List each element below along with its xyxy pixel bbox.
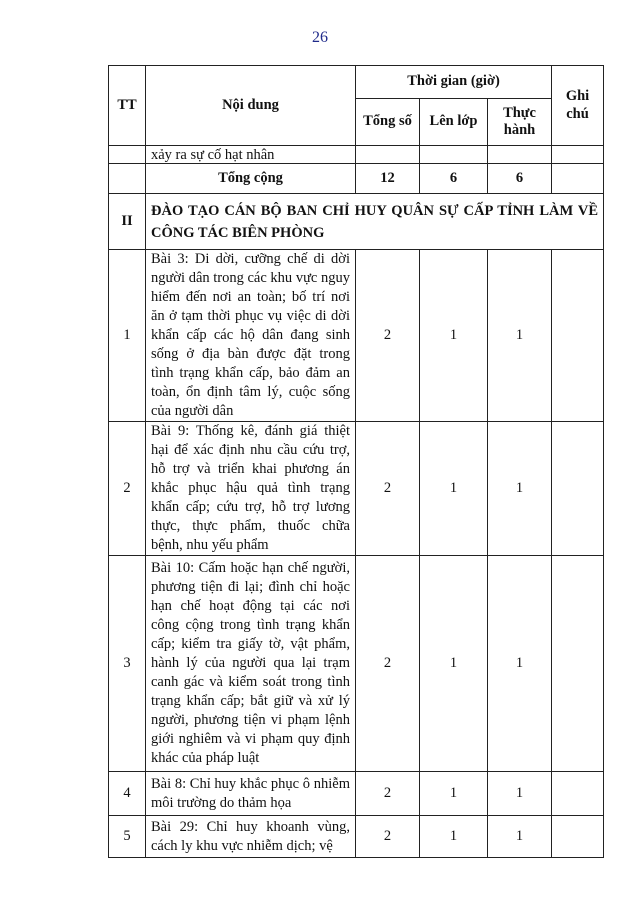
header-classroom: Lên lớp — [420, 99, 488, 146]
header-total: Tổng số — [356, 99, 420, 146]
row-number: 1 — [109, 250, 146, 422]
section-number: II — [109, 194, 146, 250]
row-number: 2 — [109, 422, 146, 556]
row-note — [552, 556, 604, 772]
row-classroom: 1 — [420, 422, 488, 556]
header-tt: TT — [109, 66, 146, 146]
total-row — [109, 164, 604, 194]
total-hours: 12 — [356, 164, 420, 194]
section-title: ĐÀO TẠO CÁN BỘ BAN CHỈ HUY QUÂN SỰ CẤP TỈNH LÀM VỀ CÔNG TÁC BIÊN PHÒNG — [146, 194, 604, 250]
row-content: Bài 10: Cấm hoặc hạn chế người, phương tiện đi lại; đình chỉ hoặc hạn chế hoạt động tại các nơi công cộng trong tình trạng khẩn cấp; kiểm tra giấy tờ, vật phẩm, hành lý của người qua lại trạm canh gác và kiểm soát trong tình trạng khẩn cấp; bắt giữ và xử lý người, phương tiện vi phạm lệnh giới nghiêm và vi phạm quy định khác của pháp luật — [146, 556, 356, 772]
row-practice: 1 — [488, 556, 552, 772]
continued-text: xảy ra sự cố hạt nhân — [146, 146, 356, 164]
row-practice: 1 — [488, 250, 552, 422]
row-number: 5 — [109, 816, 146, 858]
training-schedule-table — [108, 65, 604, 858]
total-classroom: 6 — [420, 164, 488, 194]
row-classroom: 1 — [420, 816, 488, 858]
cell-empty — [552, 164, 604, 194]
row-content: Bài 29: Chỉ huy khoanh vùng, cách ly khu vực nhiễm dịch; vệ — [146, 816, 356, 858]
row-classroom: 1 — [420, 772, 488, 816]
page-number: 26 — [312, 29, 328, 46]
table-row — [109, 816, 604, 858]
header-practice-label: Thực hành — [503, 104, 536, 138]
row-practice: 1 — [488, 772, 552, 816]
table-row — [109, 250, 604, 422]
row-note — [552, 422, 604, 556]
row-classroom: 1 — [420, 250, 488, 422]
cell-empty — [488, 146, 552, 164]
cell-empty — [109, 146, 146, 164]
row-total: 2 — [356, 556, 420, 772]
row-total: 2 — [356, 816, 420, 858]
continued-row — [109, 146, 604, 164]
row-classroom: 1 — [420, 556, 488, 772]
table-row — [109, 422, 604, 556]
row-content: Bài 3: Di dời, cưỡng chế di dời người dân trong các khu vực nguy hiểm đến nơi an toàn; bố trí nơi ăn ở tạm thời phục vụ việc di dời khẩn cấp các hộ dân đang sinh sống ở địa bàn được đặt trong tình trạng khẩn cấp, bảo đảm an toàn, ổn định tâm lý, cuộc sống của người dân — [146, 250, 356, 422]
header-content: Nội dung — [146, 66, 356, 146]
cell-empty — [420, 146, 488, 164]
row-total: 2 — [356, 250, 420, 422]
cell-empty — [552, 146, 604, 164]
table-row — [109, 772, 604, 816]
cell-empty — [356, 146, 420, 164]
row-content: Bài 8: Chỉ huy khắc phục ô nhiễm môi trường do thảm họa — [146, 772, 356, 816]
row-number: 4 — [109, 772, 146, 816]
header-time-group: Thời gian (giờ) — [356, 66, 552, 99]
row-content: Bài 9: Thống kê, đánh giá thiệt hại để xác định nhu cầu cứu trợ, hỗ trợ và triển khai phương án khắc phục hậu quả tình trạng khẩn cấp; cứu trợ, hỗ trợ lương thực, thực phẩm, thuốc chữa bệnh, nhu yếu phẩm — [146, 422, 356, 556]
header-row — [109, 66, 604, 99]
row-total: 2 — [356, 772, 420, 816]
row-practice: 1 — [488, 422, 552, 556]
total-label: Tổng cộng — [146, 164, 356, 194]
cell-empty — [109, 164, 146, 194]
table-row — [109, 556, 604, 772]
row-note — [552, 772, 604, 816]
header-practice — [488, 99, 552, 146]
row-practice: 1 — [488, 816, 552, 858]
total-practice: 6 — [488, 164, 552, 194]
row-total: 2 — [356, 422, 420, 556]
header-note — [552, 66, 604, 146]
section-row — [109, 194, 604, 250]
header-note-label: Ghi chú — [565, 88, 590, 122]
row-note — [552, 250, 604, 422]
row-note — [552, 816, 604, 858]
row-number: 3 — [109, 556, 146, 772]
